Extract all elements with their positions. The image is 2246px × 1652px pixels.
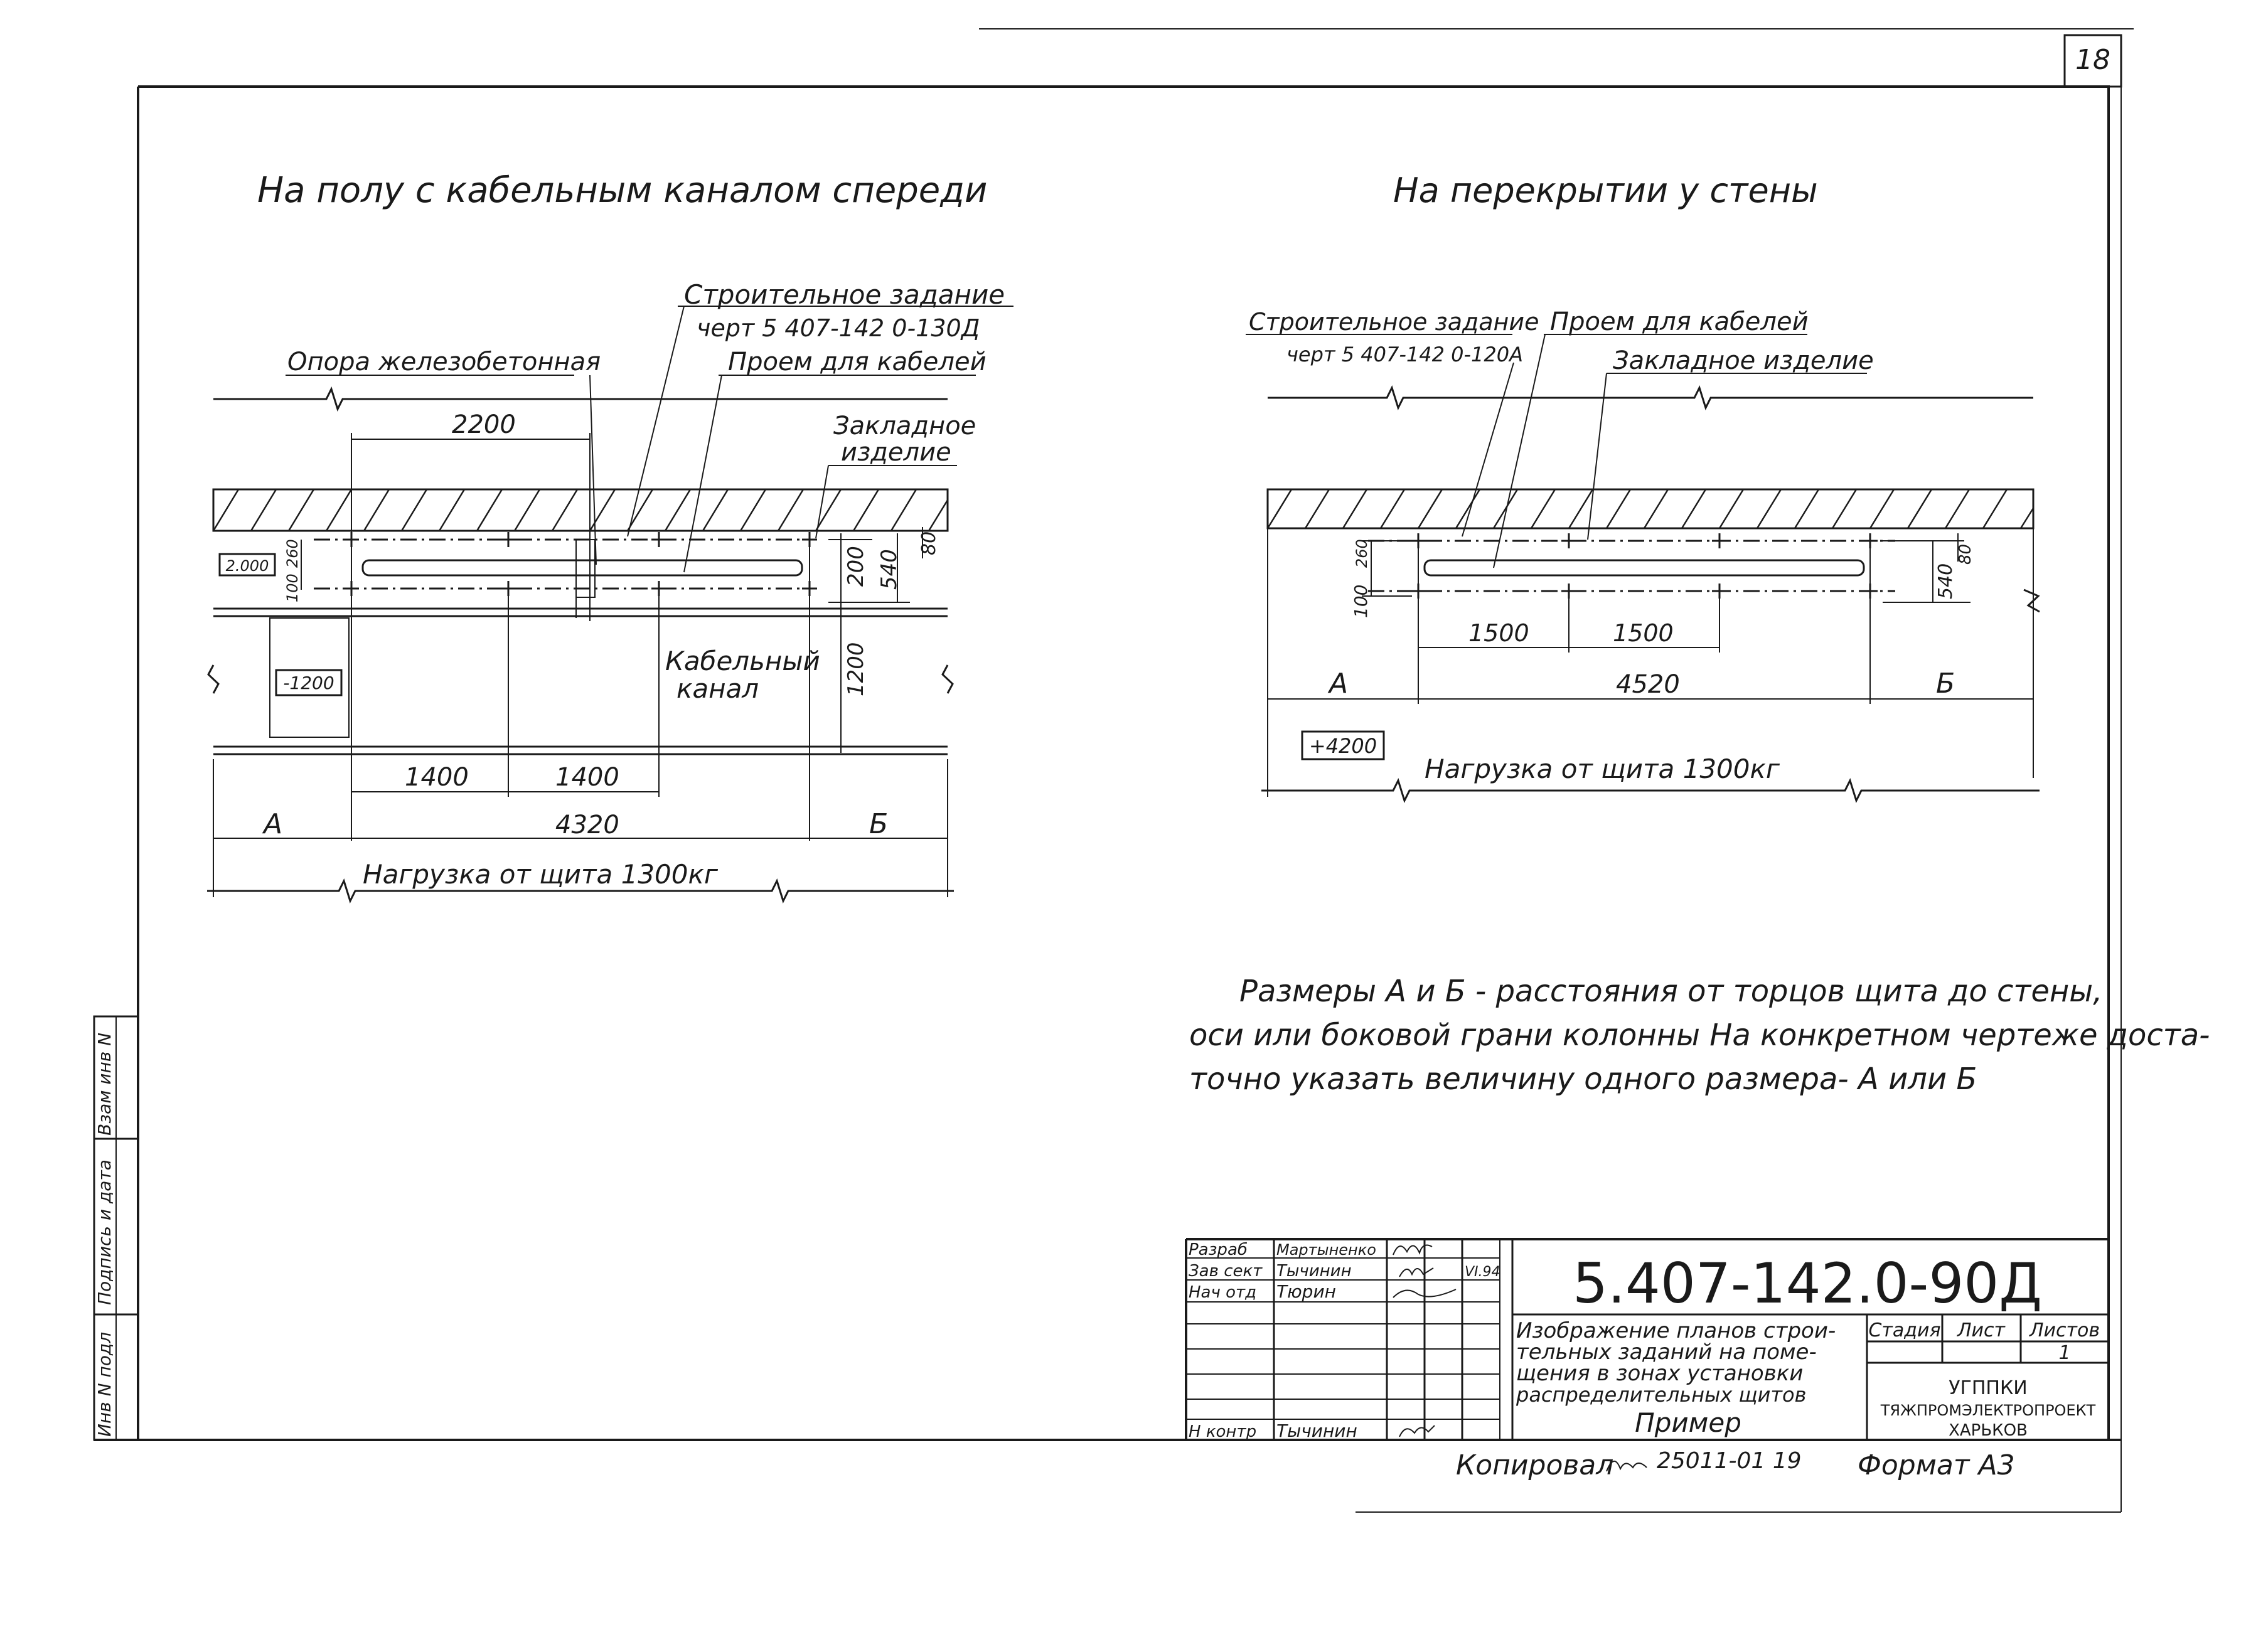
tb-description-4: распределительных щитов [1516,1383,1807,1407]
footer-copied: Копировал [1456,1449,1614,1481]
left-dim-1400-b: 1400 [555,763,619,792]
tb-name-3: Тычинин [1276,1420,1357,1441]
left-dim-200: 200 [843,546,869,587]
right-level-mark: +4200 [1308,734,1377,758]
tb-description-2: тельных заданий на поме- [1516,1340,1817,1365]
sheet-number: 18 [2075,44,2110,76]
stamp-signature: Подпись и дата [94,1159,115,1305]
right-view-title: На перекрытии у стены [1393,171,1818,210]
left-load-label: Нагрузка от щита 1300кг [363,859,718,890]
left-construction-task-2: черт 5 407-142 0-130Д [697,314,980,342]
tb-description-1: Изображение планов строи- [1516,1318,1836,1343]
tb-role-2: Нач отд [1189,1283,1257,1302]
tb-role-3: Н контр [1189,1422,1257,1441]
right-construction-task-1: Строительное задание [1249,308,1539,336]
left-construction-task-1: Строительное задание [684,279,1005,310]
tb-org-2: ТЯЖПРОМЭЛЕКТРОПРОЕКТ [1880,1402,2096,1419]
left-cable-opening-label: Проем для кабелей [728,348,987,376]
left-dim-80: 80 [918,531,940,555]
tb-role-0: Разраб [1189,1240,1248,1259]
note-line-1: Размеры А и Б - расстояния от торцов щита до стены, [1239,974,2103,1009]
left-dim-4320: 4320 [555,811,619,839]
stamp-replace: Взам инв N [94,1032,115,1136]
note-line-2: оси или боковой грани колонны На конкретном чертеже доста- [1189,1018,2210,1053]
tb-sheets-value: 1 [2058,1342,2071,1364]
right-cable-opening-label: Проем для кабелей [1550,307,1809,336]
left-cable-channel-label-2: канал [676,673,759,704]
right-dim-100: 100 [1350,584,1371,618]
tb-org-1: УГППКИ [1949,1377,2028,1399]
left-cable-channel-label-1: Кабельный [665,646,820,676]
tb-sheets-header: Листов [2029,1319,2100,1341]
tb-org-3: ХАРЬКОВ [1949,1421,2028,1440]
tb-name-2: Тюрин [1276,1281,1336,1302]
tb-subtitle: Пример [1635,1407,1741,1438]
left-level-channel: -1200 [283,673,334,693]
left-dim-b: Б [869,808,889,840]
left-dim-260: 260 [284,539,301,568]
right-dim-b: Б [1936,668,1955,700]
tb-date-1: VI.94 [1465,1264,1500,1280]
footer-order: 25011-01 19 [1657,1448,1802,1474]
left-level-top: 2.000 [225,557,269,575]
footer-format: Формат А3 [1858,1449,2015,1481]
title-block-code: 5.407-142.0-90Д [1572,1251,2043,1316]
right-dim-1500-a: 1500 [1468,619,1529,647]
stamp-inv: Инв N подл [94,1331,115,1437]
right-load-label: Нагрузка от щита 1300кг [1425,754,1780,784]
tb-name-1: Тычинин [1276,1262,1352,1281]
tb-description-3: щения в зонах установки [1516,1361,1804,1386]
left-view-title: На полу с кабельным каналом спереди [257,170,988,211]
right-dim-80: 80 [1956,543,1975,565]
left-dim-1400-a: 1400 [405,763,469,792]
left-dim-2200: 2200 [452,410,516,439]
left-embedded-label-2: изделие [841,438,951,467]
tb-role-1: Зав сект [1189,1262,1263,1281]
right-construction-task-2: черт 5 407-142 0-120А [1286,343,1523,366]
note-line-3: точно указать величину одного размера- А или Б [1189,1062,1977,1097]
left-support-label: Опора железобетонная [287,348,601,376]
left-embedded-label-1: Закладное [833,412,976,440]
right-embedded-label: Закладное изделие [1613,346,1874,375]
right-dim-540: 540 [1935,563,1957,599]
tb-stage-header: Стадия [1868,1319,1941,1341]
tb-name-0: Мартыненко [1276,1241,1376,1259]
left-dim-a: А [264,808,283,840]
right-dim-260: 260 [1353,539,1371,568]
right-dim-4520: 4520 [1616,670,1680,699]
tb-sheet-header: Лист [1957,1319,2006,1341]
left-dim-540: 540 [877,549,902,590]
right-dim-1500-b: 1500 [1613,619,1674,647]
right-dim-a: А [1329,668,1349,700]
left-dim-100: 100 [284,573,301,602]
left-dim-1200: 1200 [843,642,869,696]
